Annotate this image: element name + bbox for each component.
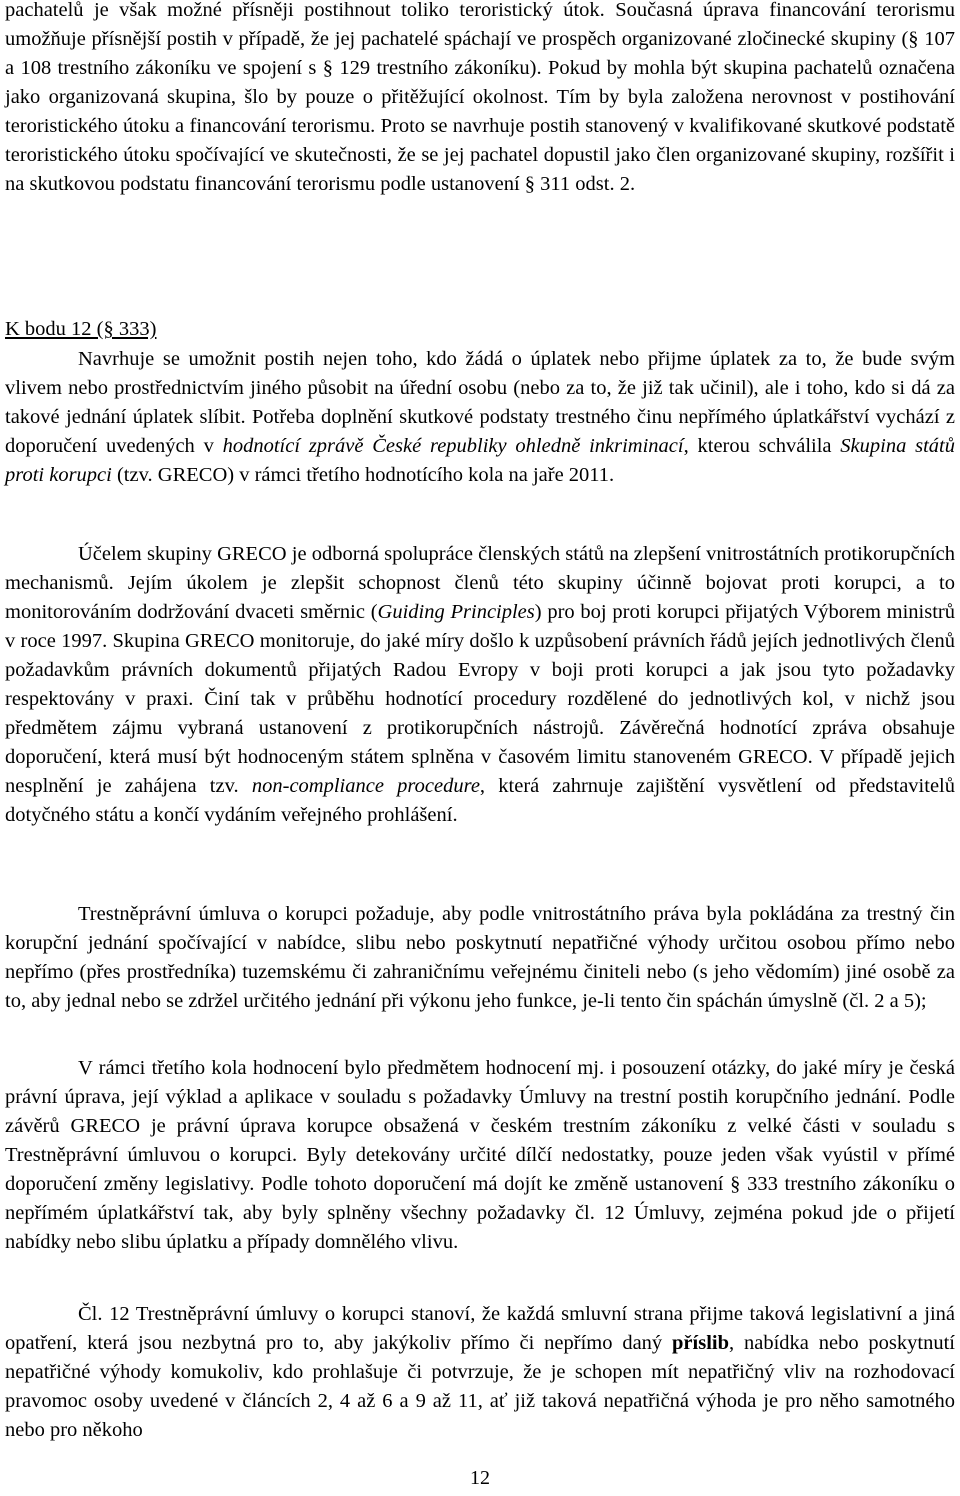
paragraph-text: , kterou schválila [683,435,841,457]
paragraph-treti-kolo-hodnoceni [5,1054,955,1257]
paragraph-text: Navrhuje se umožnit postih nejen toho, kdo žádá o úplatek nebo přijme úplatek za to, že bude svým vlivem nebo prostřednictvím jiného působit na úřední osobu (nebo za to, že již tak učinil), ale i toho, kdo si dá za takové jednání úplatek slíbit. Potřeba doplnění skutkové podstaty trestného činu nepřímého úplatkářství vychází z doporučení uvedených v [5,348,955,457]
italic-text: non-compliance procedure [251,775,480,797]
italic-text: Guiding Principles [377,601,535,623]
paragraph-text: Čl. 12 Trestněprávní úmluvy o korupci stanoví, že každá smluvní strana přijme taková legislativní a jiná opatření, která jsou nezbytná pro to, aby jakýkoliv přímo či nepřímo daný [5,1303,955,1354]
paragraph-text: ) pro boj proti korupci přijatých Výborem ministrů v roce 1997. Skupina GRECO monitoruje, do jaké míry došlo k uzpůsobení právních řádů jejích jednotlivých členů požadavkům právních dokumentů přijatých Radou Evropy v boji proti korupci a jak jsou tyto požadavky respektovány v praxi. Činí tak v průběhu hodnotící procedury rozdělené do jednotlivých kol, v nichž jsou předmětem zájmu vybraná ustanovení z protikorupčních nástrojů. Závěrečná hodnotící zpráva obsahuje doporučení, která musí být hodnoceným státem splněna v časovém limitu stanoveném GRECO. V případě jejich nesplnění je zahájena tzv. [5,601,955,797]
paragraph-text: Trestněprávní úmluva o korupci požaduje, aby podle vnitrostátního práva byla pokládána za trestný čin korupční jednání spočívající v nabídce, slibu nebo poskytnutí nepatřičné výhody určitou osobou přímo nebo nepřímo (přes prostředníka) tuzemskému či zahraničnímu veřejnému činiteli nebo (s jeho vědomím) jiné osobě za to, aby jednal nebo se zdržel určitého jednání při výkonu jeho funkce, je-li tento čin spáchán úmyslně (čl. 2 a 5); [5,903,955,1012]
paragraph-trestnepravni-umluva [5,900,955,1016]
paragraph-neprime-uplatkarstvi [5,345,955,490]
paragraph-text: , nabídka nebo poskytnutí nepatřičné výhody komukoliv, kdo prohlašuje či potvrzuje, že je schopen mít nepatřičný vliv na rozhodovací pravomoc osoby uvedené v článcích 2, 4 až 6 a 9 až 11, ať již taková nepatřičná výhoda je pro něho samotného nebo pro někoho [5,1332,955,1441]
paragraph-text: V rámci třetího kola hodnocení bylo předmětem hodnocení mj. i posouzení otázky, do jaké míry je česká právní úprava, její výklad a aplikace v souladu s požadavky Úmluvy na trestní postih korupčního jednání. Podle závěrů GRECO je právní úprava korupce obsažená v českém trestním zákoníku z velké části v souladu s Trestněprávní úmluvou o korupci. Byly detekovány určité dílčí nedostatky, pouze jeden však vyústil v přímé doporučení změny legislativy. Podle tohoto doporučení má dojít ke změně ustanovení § 333 trestního zákoníku o nepřímém úplatkářství tak, aby byly splněny všechny požadavky čl. 12 Úmluvy, zejména pokud jde o přijetí nabídky nebo slibu úplatku a případy domnělého vlivu. [5,1057,955,1253]
paragraph-text: Účelem skupiny GRECO je odborná spolupráce členských států na zlepšení vnitrostátních protikorupčních mechanismů. Jejím úkolem je zlepšit schopnost členů této skupiny účinně bojovat proti korupci, a to monitorováním dodržování dvaceti směrnic ( [5,543,955,623]
paragraph-clanek-12 [5,1300,955,1445]
paragraph-text: (tzv. GRECO) v rámci třetího hodnotícího kola na jaře 2011. [111,464,615,486]
section-heading: K bodu 12 (§ 333) [5,318,157,340]
page-number: 12 [470,1467,490,1489]
paragraph-text: , která zahrnuje zajištění vysvětlení od představitelů dotyčného státu a končí vydáním veřejného prohlášení. [5,775,955,826]
italic-text: Skupina států proti korupci [5,435,955,486]
paragraph-text: pachatelů je však možné přísněji postihnout toliko teroristický útok. Současná úprava financování terorismu umožňuje přísnější postih v případě, že jej pachatelé spáchají ve prospěch organizované zločinecké skupiny (§ 107 a 108 trestního zákoníku ve spojení s § 129 trestního zákoníku). Pokud by mohla být skupina pachatelů označena jako organizovaná skupina, šlo by pouze o přitěžující okolnost. Tím by byla založena nerovnost v postihování teroristického útoku a financování terorismu. Proto se navrhuje postih stanovený v kvalifikované skutkové podstatě teroristického útoku spočívající ve skutečnosti, že se jej pachatel dopustil jako člen organizované skupiny, rozšířit i na skutkovou podstatu financování terorismu podle ustanovení § 311 odst. 2. [5,0,955,195]
paragraph-financovani-terorismu [5,0,955,199]
paragraph-ucel-greco [5,540,955,830]
italic-text: hodnotící zprávě České republiky ohledně inkriminací [222,435,684,457]
bold-text: příslib [672,1332,729,1354]
